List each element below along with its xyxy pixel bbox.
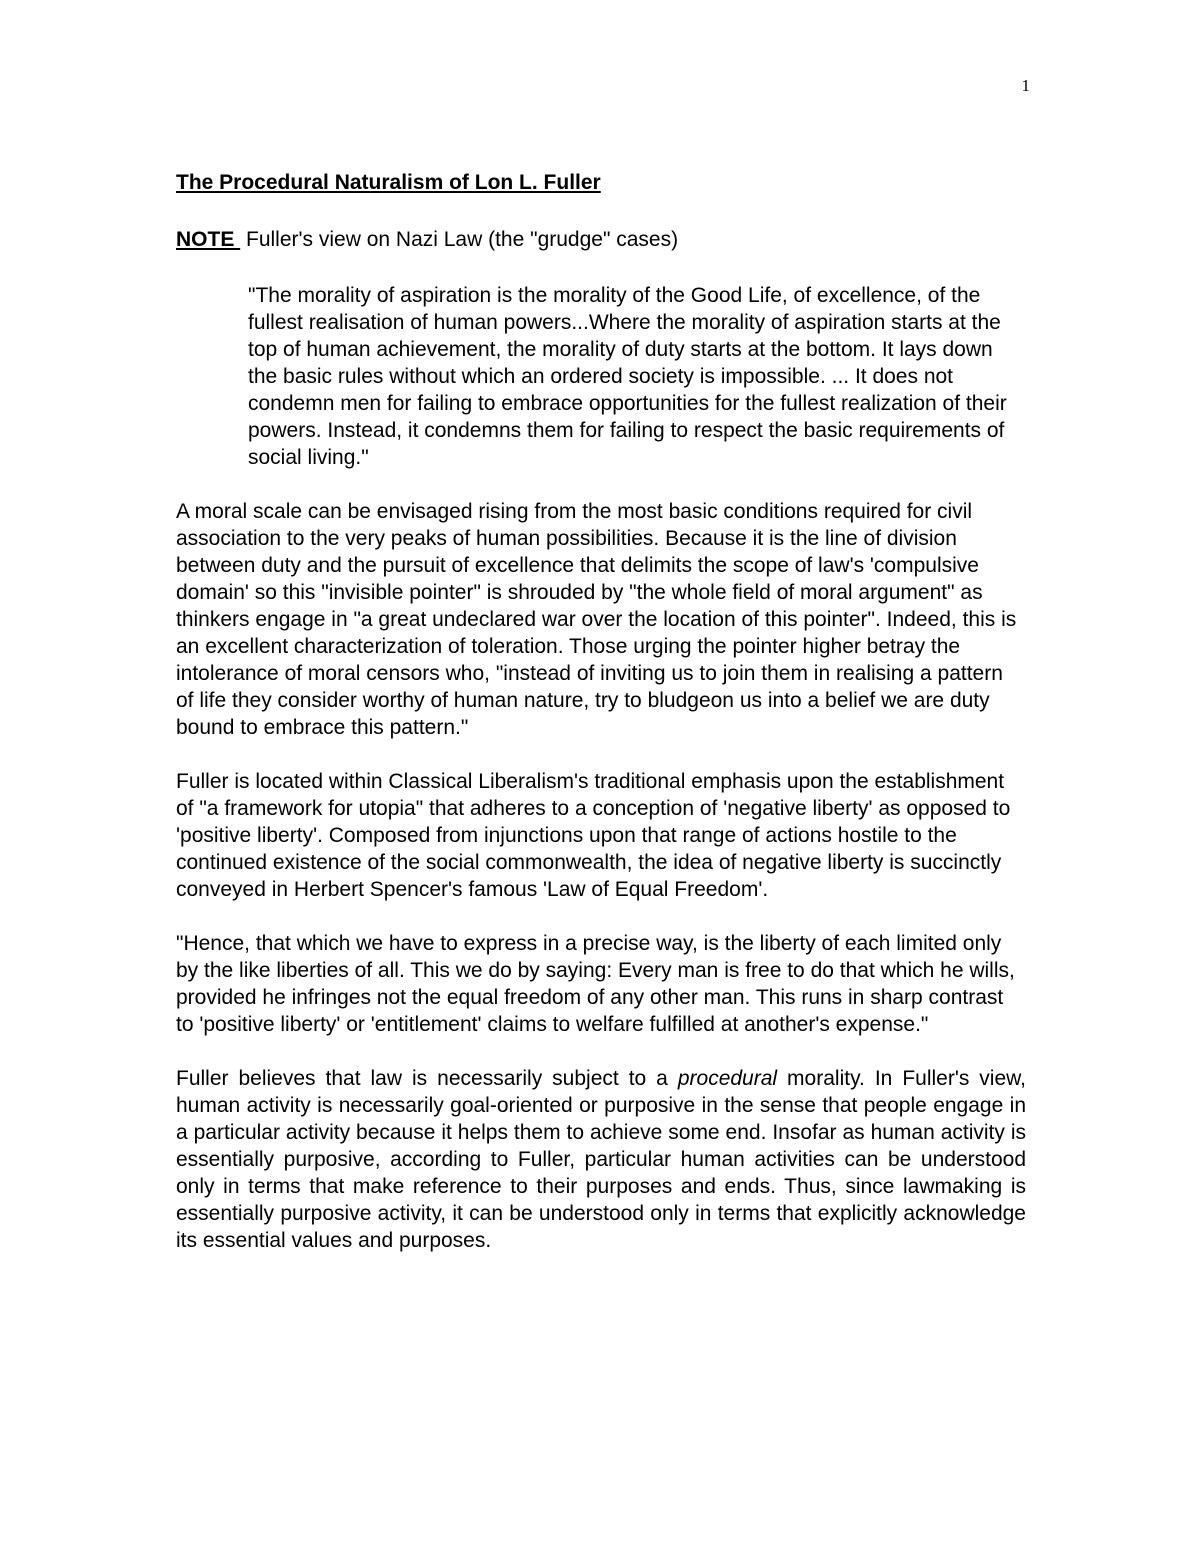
note-text: Fuller's view on Nazi Law (the "grudge" cases) (240, 228, 679, 251)
emphasis-procedural: procedural (677, 1067, 778, 1090)
paragraph-text: Fuller believes that law is necessarily subject to a (176, 1067, 678, 1090)
paragraph-moral-scale: A moral scale can be envisaged rising from the most basic conditions required for civil association to the very peaks of human possibilities. Because it is the line of division between duty and the pursuit of excellence that delimits the scope of law's 'compulsive domain' so this "invisible pointer" is shrouded by "the whole field of moral argument" as thinkers engage in "a great undeclared war over the location of this pointer". Indeed, this is an excellent characterization of toleration. Those urging the pointer higher betray the intolerance of moral censors who, "instead of inviting us to join them in realising a pattern of life they consider worthy of human nature, try to bludgeon us into a belief we are duty bound to embrace this pattern." (176, 500, 1017, 739)
paragraph-spencer-quote: "Hence, that which we have to express in a precise way, is the liberty of each limited only by the like liberties of all. This we do by saying: Every man is free to do that which he wills, provided he infringes not the equal freedom of any other man. This runs in sharp contrast to 'positive liberty' or 'entitlement' claims to welfare fulfilled at another's expense." (176, 932, 1015, 1036)
paragraph-classical-liberalism: Fuller is located within Classical Liberalism's traditional emphasis upon the establishment of "a framework for utopia" that adheres to a conception of 'negative liberty' as opposed to 'positive liberty'. Composed from injunctions upon that range of actions hostile to the continued existence of the social commonwealth, the idea of negative liberty is succinctly conveyed in Herbert Spencer's famous 'Law of Equal Freedom'. (176, 770, 1011, 901)
note-line (176, 225, 1026, 255)
page-number: 1 (1021, 76, 1030, 95)
note-label: NOTE (176, 228, 241, 251)
document-title: The Procedural Naturalism of Lon L. Fuller (176, 171, 601, 194)
document-body (176, 168, 1026, 1281)
block-quote: "The morality of aspiration is the morality of the Good Life, of excellence, of the fullest realisation of human powers...Where the morality of aspiration starts at the top of human achievement, the morality of duty starts at the bottom. It lays down the basic rules without which an ordered society is impossible. ... It does not condemn men for failing to embrace opportunities for the fullest realization of their powers. Instead, it condemns them for failing to respect the basic requirements of social living." (248, 284, 1007, 469)
paragraph-text: morality. In Fuller's view, human activity is necessarily goal-oriented or purposive in the sense that people engage in a particular activity because it helps them to achieve some end. Insofar as human activity is essentially purposive, according to Fuller, particular human activities can be understood only in terms that make reference to their purposes and ends. Thus, since lawmaking is essentially purposive activity, it can be understood only in terms that explicitly acknowledge its essential values and purposes. (176, 1067, 1026, 1252)
paragraph-procedural-morality (176, 1065, 1026, 1254)
